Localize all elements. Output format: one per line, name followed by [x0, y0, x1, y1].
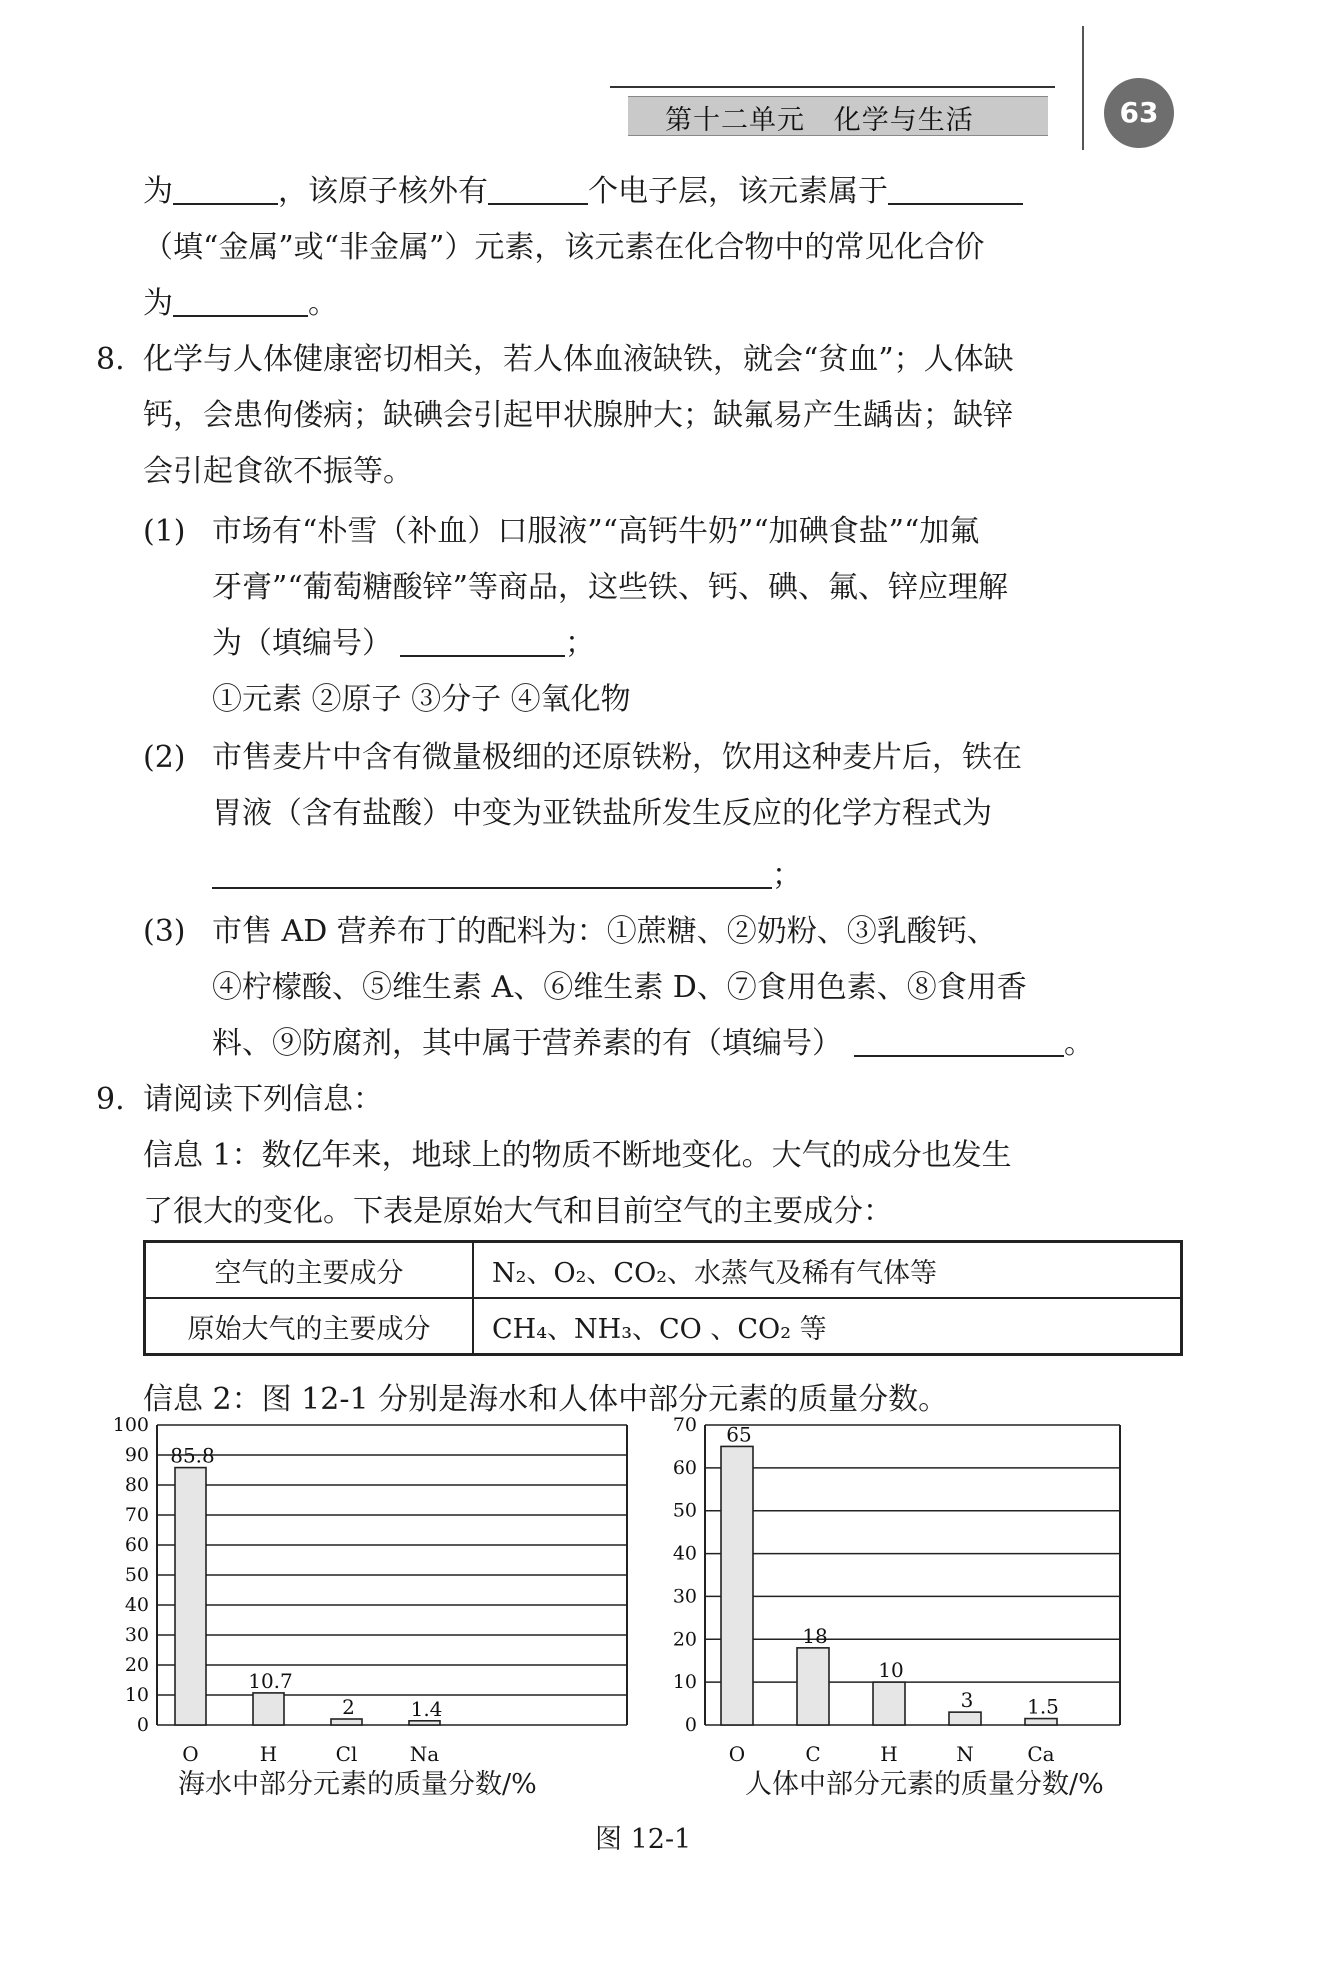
answer-blank[interactable]	[212, 857, 772, 889]
info2-line: 信息 2：图 12-1 分别是海水和人体中部分元素的质量分数。	[143, 1382, 949, 1417]
info1-line-1: 信息 1：数亿年来，地球上的物质不断地变化。大气的成分也发生	[143, 1138, 1012, 1173]
header-rule	[610, 86, 1055, 88]
y-tick-label: 0	[684, 1714, 697, 1736]
text-fragment: 为	[143, 174, 173, 209]
x-tick-label: H	[259, 1742, 278, 1766]
y-tick-label: 90	[124, 1444, 149, 1466]
figure-label: 图 12-1	[595, 1824, 692, 1855]
data-label: 3	[960, 1688, 974, 1713]
q8-2-answer-line	[212, 856, 802, 896]
human-body-bar-chart	[665, 1415, 1135, 1785]
chart-plot-area	[113, 1415, 627, 1766]
answer-blank[interactable]	[173, 285, 308, 317]
y-tick-label: 10	[672, 1671, 697, 1694]
y-tick-label: 0	[136, 1714, 149, 1736]
question-number-8: 8.	[96, 342, 125, 377]
x-tick-label: Na	[409, 1742, 440, 1766]
answer-blank[interactable]	[488, 173, 588, 205]
text-fragment: 为（填编号）	[212, 626, 392, 661]
bar-Ca	[1025, 1719, 1057, 1725]
text-fragment: 为	[143, 286, 173, 321]
text-fragment: 。	[308, 286, 338, 321]
text-fragment: 料、⑨防腐剂，其中属于营养素的有（填编号）	[212, 1026, 842, 1061]
x-tick-label: O	[182, 1742, 199, 1766]
page-number-badge: 63	[1104, 78, 1174, 148]
table-row	[145, 1242, 1182, 1299]
table-cell-value: CH₄、NH₃、CO 、CO₂ 等	[473, 1298, 1182, 1355]
x-tick-label: H	[880, 1742, 898, 1766]
q8-2-line-1: 市售麦片中含有微量极细的还原铁粉，饮用这种麦片后，铁在	[212, 740, 1022, 775]
y-tick-label: 70	[124, 1504, 149, 1526]
subquestion-number-3: (3)	[143, 914, 186, 949]
chart-plot-area	[673, 1415, 1120, 1766]
data-label: 85.8	[170, 1443, 215, 1468]
continuation-line-1	[143, 172, 1183, 212]
y-tick-label: 60	[672, 1456, 697, 1479]
data-label: 1.5	[1027, 1694, 1059, 1719]
y-tick-label: 30	[124, 1624, 149, 1646]
data-label: 18	[802, 1623, 828, 1648]
bar-H	[873, 1682, 905, 1725]
table-cell-label: 原始大气的主要成分	[145, 1298, 474, 1355]
header-divider	[1082, 26, 1084, 150]
q8-line-2: 钙，会患佝偻病；缺碘会引起甲状腺肿大；缺氟易产生龋齿；缺锌	[143, 398, 1013, 433]
y-tick-label: 30	[672, 1585, 697, 1608]
q8-1-line-1: 市场有“朴雪（补血）口服液”“高钙牛奶”“加碘食盐”“加氟	[212, 514, 980, 549]
bar-H	[253, 1693, 284, 1725]
subquestion-number-2: (2)	[143, 740, 186, 775]
q8-1-line-2: 牙膏”“葡萄糖酸锌”等商品，这些铁、钙、碘、氟、锌应理解	[212, 570, 1009, 605]
y-tick-label: 50	[672, 1499, 697, 1522]
data-label: 65	[726, 1422, 752, 1447]
q8-3-line-1: 市售 AD 营养布丁的配料为：①蔗糖、②奶粉、③乳酸钙、	[212, 914, 997, 949]
q8-2-line-2: 胃液（含有盐酸）中变为亚铁盐所发生反应的化学方程式为	[212, 796, 992, 831]
y-tick-label: 60	[124, 1534, 149, 1556]
data-label: 10.7	[248, 1668, 293, 1693]
bar-O	[175, 1468, 206, 1725]
q8-3-line-3	[212, 1024, 1094, 1064]
q9-line-1: 请阅读下列信息：	[143, 1082, 383, 1117]
data-label: 1.4	[410, 1696, 443, 1721]
answer-blank[interactable]	[173, 173, 278, 205]
subquestion-number-1: (1)	[143, 514, 186, 549]
bar-C	[797, 1648, 829, 1725]
data-label: 10	[878, 1658, 904, 1683]
seawater-chart	[100, 1415, 640, 1789]
x-tick-label: N	[956, 1742, 974, 1766]
y-tick-label: 40	[672, 1542, 697, 1565]
atmosphere-table	[143, 1240, 1183, 1356]
x-tick-label: C	[805, 1742, 821, 1766]
table-row	[145, 1298, 1182, 1355]
text-fragment: ，该原子核外有	[278, 174, 488, 209]
section-title: 第十二单元 化学与生活	[665, 105, 974, 136]
y-tick-label: 70	[672, 1415, 697, 1436]
y-tick-label: 100	[112, 1415, 149, 1436]
y-tick-label: 20	[124, 1654, 149, 1676]
seawater-chart-caption: 海水中部分元素的质量分数/%	[178, 1769, 537, 1800]
q8-1-options: ①元素 ②原子 ③分子 ④氧化物	[212, 682, 631, 717]
x-tick-label: O	[728, 1742, 746, 1766]
text-fragment: ；	[565, 626, 595, 661]
question-number-9: 9.	[96, 1082, 125, 1117]
human-body-chart	[665, 1415, 1135, 1789]
x-tick-label: Cl	[335, 1742, 358, 1766]
y-tick-label: 20	[672, 1628, 697, 1651]
y-tick-label: 50	[124, 1564, 149, 1586]
text-fragment: 。	[1064, 1026, 1094, 1061]
y-tick-label: 10	[124, 1684, 149, 1706]
y-tick-label: 40	[124, 1594, 149, 1616]
table-cell-value: N₂、O₂、CO₂、水蒸气及稀有气体等	[473, 1242, 1182, 1299]
x-tick-label: Ca	[1027, 1742, 1055, 1766]
answer-blank[interactable]	[854, 1025, 1064, 1057]
bar-Na	[409, 1721, 440, 1725]
text-fragment: ；	[772, 858, 802, 893]
info1-line-2: 了很大的变化。下表是原始大气和目前空气的主要成分：	[143, 1194, 893, 1229]
running-header	[610, 86, 1055, 144]
q8-1-line-3	[212, 624, 595, 664]
human-body-chart-caption: 人体中部分元素的质量分数/%	[745, 1769, 1104, 1800]
y-tick-label: 80	[124, 1474, 149, 1496]
seawater-bar-chart	[100, 1415, 640, 1785]
continuation-line-3	[143, 284, 338, 324]
q8-line-3: 会引起食欲不振等。	[143, 454, 413, 489]
bar-N	[949, 1712, 981, 1725]
bar-O	[721, 1446, 753, 1725]
continuation-line-2: （填“金属”或“非金属”）元素，该元素在化合物中的常见化合价	[143, 230, 985, 265]
table-cell-label: 空气的主要成分	[145, 1242, 474, 1299]
data-label: 2	[342, 1695, 355, 1719]
answer-blank[interactable]	[400, 625, 565, 657]
bar-Cl	[331, 1719, 362, 1725]
answer-blank[interactable]	[888, 173, 1023, 205]
text-fragment: 个电子层，该元素属于	[588, 174, 888, 209]
q8-3-line-2: ④柠檬酸、⑤维生素 A、⑥维生素 D、⑦食用色素、⑧食用香	[212, 970, 1027, 1005]
q8-line-1: 化学与人体健康密切相关，若人体血液缺铁，就会“贫血”；人体缺	[143, 342, 1014, 377]
